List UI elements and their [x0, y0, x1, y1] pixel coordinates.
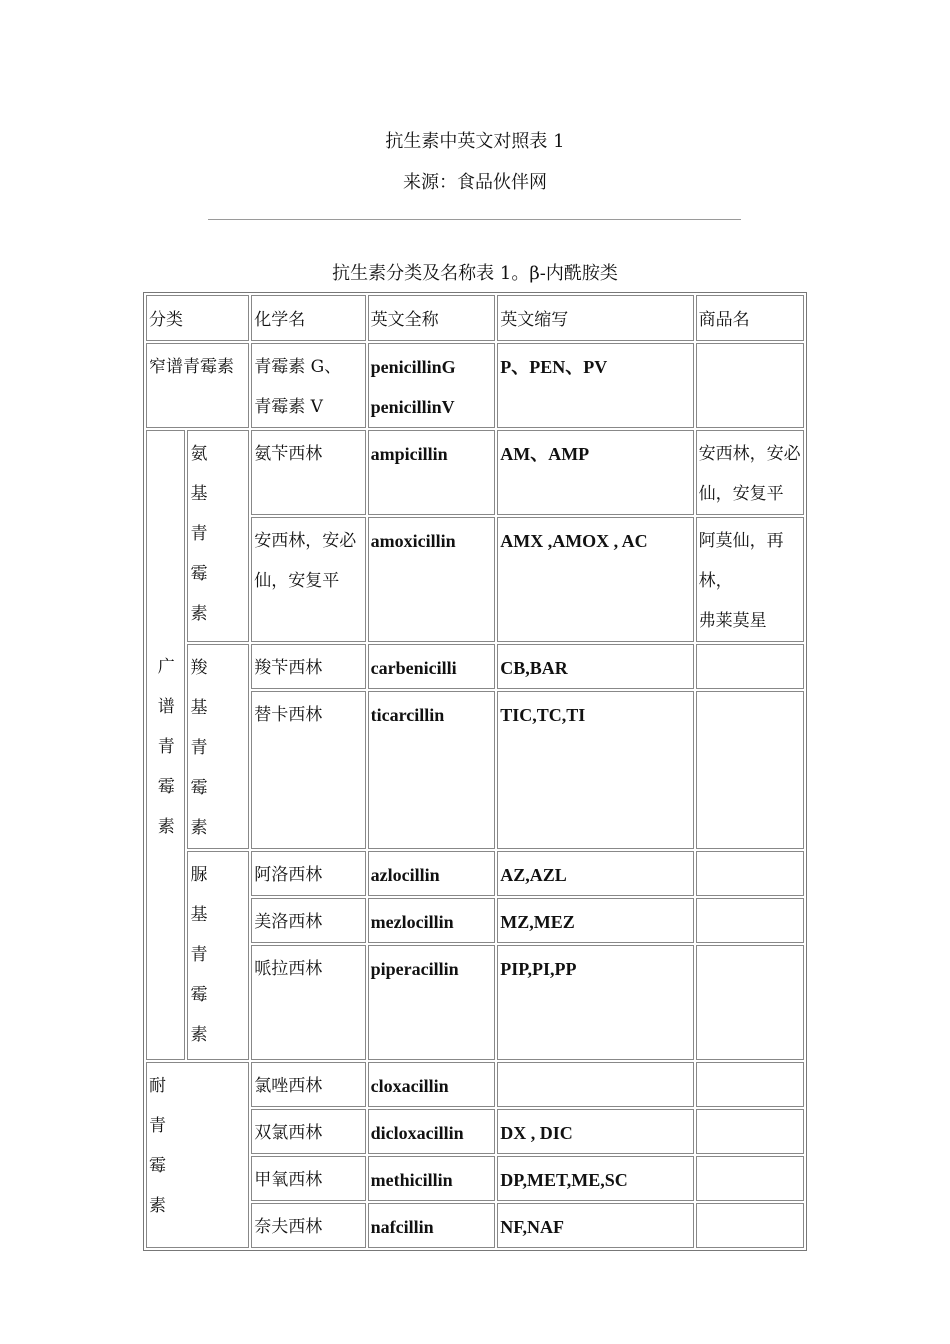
horizontal-divider: [208, 219, 741, 220]
document-source: 来源：食品伙伴网: [403, 172, 547, 193]
english-name-cell: azlocillin: [368, 851, 496, 896]
english-abbr-cell: P、PEN、PV: [497, 343, 693, 428]
brand-name-cell: [696, 343, 804, 428]
english-abbr-cell: DX , DIC: [497, 1109, 693, 1154]
chemical-name-cell: 青霉素 G、 青霉素 V: [251, 343, 365, 428]
english-abbr-cell: PIP,PI,PP: [497, 945, 693, 1060]
subcategory-cell: 脲基青霉素: [187, 851, 249, 1060]
chemical-name-cell: 甲氧西林: [251, 1156, 365, 1201]
brand-name-cell: [696, 851, 804, 896]
chemical-name-cell: 氯唑西林: [251, 1062, 365, 1107]
category-cell: 耐青霉素: [146, 1062, 249, 1248]
table-header-row: [146, 295, 804, 341]
brand-name-cell: 安西林，安必仙，安复平: [696, 430, 804, 515]
brand-name-cell: [696, 1156, 804, 1201]
subcategory-cell: 氨基青霉素: [187, 430, 249, 642]
english-name-cell: methicillin: [368, 1156, 496, 1201]
table-row: [146, 343, 804, 428]
antibiotics-table: [143, 292, 807, 1251]
chemical-name-cell: 替卡西林: [251, 691, 365, 849]
english-name-cell: amoxicillin: [368, 517, 496, 642]
brand-name-cell: [696, 898, 804, 943]
english-name-cell: ticarcillin: [368, 691, 496, 849]
english-abbr-cell: DP,MET,ME,SC: [497, 1156, 693, 1201]
english-abbr-cell: [497, 1062, 693, 1107]
english-abbr-cell: AZ,AZL: [497, 851, 693, 896]
english-abbr-cell: MZ,MEZ: [497, 898, 693, 943]
chemical-name-cell: 安西林，安必仙，安复平: [251, 517, 365, 642]
table-row: [146, 430, 804, 515]
english-abbr-cell: AMX ,AMOX , AC: [497, 517, 693, 642]
header-chemical-name: 化学名: [251, 295, 365, 341]
chemical-name-cell: 阿洛西林: [251, 851, 365, 896]
table-row: [146, 851, 804, 896]
brand-name-cell: [696, 1062, 804, 1107]
english-name-cell: ampicillin: [368, 430, 496, 515]
table-row: [146, 1062, 804, 1107]
table-caption: 抗生素分类及名称表 1。β-内酰胺类: [332, 263, 618, 284]
chemical-name-cell: 双氯西林: [251, 1109, 365, 1154]
brand-name-cell: [696, 945, 804, 1060]
header-brand-name: 商品名: [696, 295, 804, 341]
document-title: 抗生素中英文对照表 1: [385, 131, 565, 152]
brand-name-cell: [696, 691, 804, 849]
english-name-cell: cloxacillin: [368, 1062, 496, 1107]
chemical-name-cell: 奈夫西林: [251, 1203, 365, 1248]
header-category: 分类: [146, 295, 249, 341]
brand-name-cell: [696, 1203, 804, 1248]
header-english-abbr: 英文缩写: [497, 295, 693, 341]
subcategory-cell: 羧基青霉素: [187, 644, 249, 849]
chemical-name-cell: 哌拉西林: [251, 945, 365, 1060]
chemical-name-cell: 羧苄西林: [251, 644, 365, 689]
english-name-cell: mezlocillin: [368, 898, 496, 943]
english-abbr-cell: CB,BAR: [497, 644, 693, 689]
english-name-cell: carbenicilli: [368, 644, 496, 689]
english-abbr-cell: AM、AMP: [497, 430, 693, 515]
chemical-name-cell: 氨苄西林: [251, 430, 365, 515]
chemical-name-cell: 美洛西林: [251, 898, 365, 943]
english-abbr-cell: NF,NAF: [497, 1203, 693, 1248]
english-name-cell: penicillinG penicillinV: [368, 343, 496, 428]
english-abbr-cell: TIC,TC,TI: [497, 691, 693, 849]
brand-name-cell: 阿莫仙，再林， 弗莱莫星: [696, 517, 804, 642]
category-cell: 窄谱青霉素: [146, 343, 249, 428]
category-cell: 广谱青霉素: [146, 430, 185, 1060]
brand-name-cell: [696, 1109, 804, 1154]
table-row: [146, 644, 804, 689]
english-name-cell: piperacillin: [368, 945, 496, 1060]
english-name-cell: nafcillin: [368, 1203, 496, 1248]
brand-name-cell: [696, 644, 804, 689]
english-name-cell: dicloxacillin: [368, 1109, 496, 1154]
header-english-name: 英文全称: [368, 295, 496, 341]
